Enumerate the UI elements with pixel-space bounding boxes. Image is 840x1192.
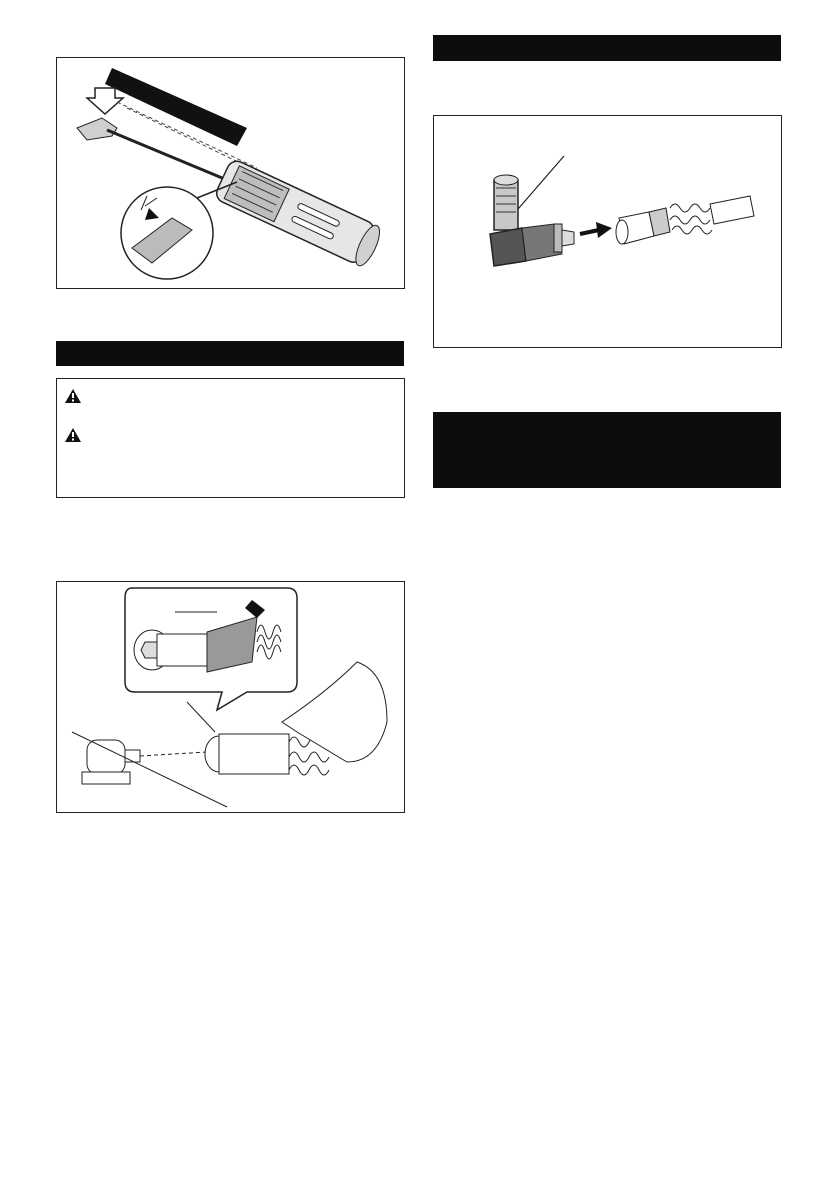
section-heading-bar	[56, 341, 404, 366]
section-heading-bar	[433, 35, 781, 61]
section-heading-bar	[433, 412, 781, 488]
warning-box	[56, 378, 405, 498]
grease-gun-nozzle-figure	[56, 57, 405, 289]
warning-triangle-icon	[65, 389, 81, 403]
grease-fitting-coupler-figure	[433, 115, 782, 348]
warning-triangle-icon	[65, 428, 81, 442]
coupler-attach-figure	[56, 581, 405, 813]
